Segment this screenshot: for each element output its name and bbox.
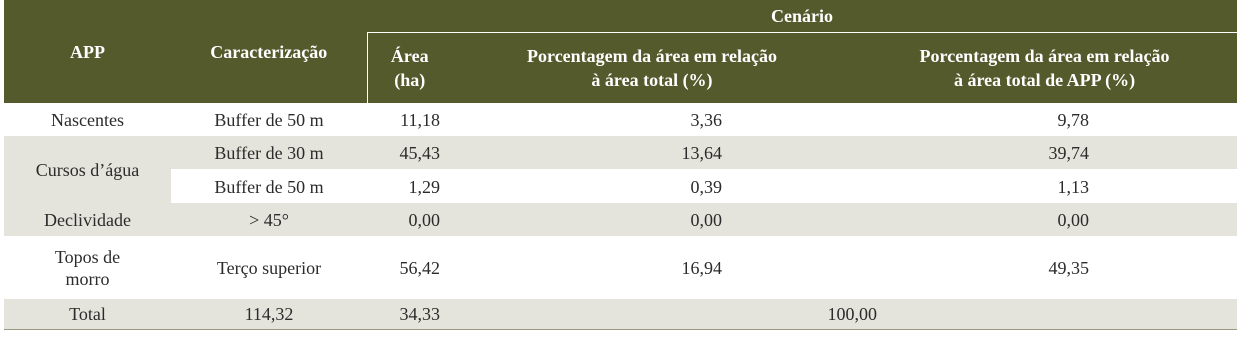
total-pct-total: 34,33 [367,299,452,330]
header-cenario: Cenário [367,0,1237,33]
cell-pct-app: 49,35 [1048,257,1090,278]
header-area [367,33,452,104]
header-area-line2: (ha) [394,70,426,90]
cell-caracterizacao: > 45° [171,203,367,236]
cell-area: 1,29 [367,170,452,204]
table-row [4,236,1237,299]
cell-app: Nascentes [51,109,124,130]
cell-app [4,236,171,299]
header-area-line1: Área [390,46,429,66]
header-pct-app-line1: Porcentagem da área em relação [919,46,1170,66]
header-pct-app [852,33,1237,104]
cell-pct-total: 16,94 [681,257,722,278]
cell-area: 11,18 [400,109,440,130]
cell-app: Cursos d’água [4,136,171,203]
cell-app-line1: Topos de [54,246,121,267]
cell-pct-app: 9,78 [1057,109,1090,130]
header-pct-total-line2: à área total (%) [591,70,713,90]
header-caracterizacao: Caracterização [171,0,367,103]
header-pct-app-line2: à área total de APP (%) [953,70,1136,90]
header-pct-total [452,33,852,104]
cell-pct-total: 3,36 [690,109,722,130]
table-row [4,203,1237,236]
cell-app: Declividade [4,203,171,236]
cell-caracterizacao: Terço superior [216,257,322,278]
header-pct-total-line1: Porcentagem da área em relação [527,46,777,66]
total-area: 114,32 [171,299,367,330]
total-row [4,299,1237,330]
table-header [4,0,1237,103]
cell-pct-app: 1,13 [852,170,1237,204]
cell-pct-app: 0,00 [852,203,1237,236]
cell-caracterizacao: Buffer de 50 m [214,109,324,130]
cell-area: 56,42 [399,257,440,278]
table-row [4,103,1237,136]
table-row [4,170,1237,204]
cell-pct-app: 39,74 [852,136,1237,170]
total-pct-app: 100,00 [452,299,1237,330]
cell-area: 0,00 [367,203,452,236]
total-label: Total [4,299,171,330]
cell-caracterizacao: Buffer de 30 m [171,136,367,170]
header-app: APP [4,0,171,103]
app-table [4,0,1237,330]
cell-caracterizacao: Buffer de 50 m [171,170,367,204]
cell-pct-total: 0,00 [452,203,852,236]
cell-pct-total: 13,64 [452,136,852,170]
cell-pct-total: 0,39 [452,170,852,204]
table-row [4,136,1237,170]
cell-app-line2: morro [65,268,110,289]
cell-area: 45,43 [367,136,452,170]
